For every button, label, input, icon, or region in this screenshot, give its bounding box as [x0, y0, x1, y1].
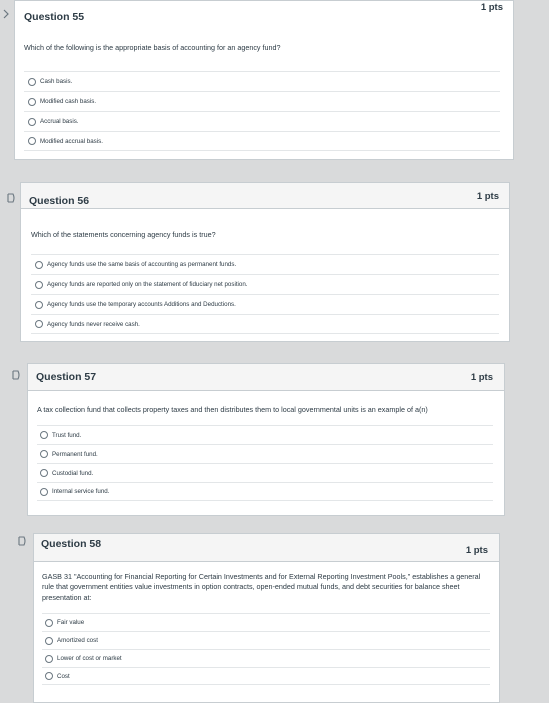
answer-label: Custodial fund.: [52, 469, 94, 477]
radio-button[interactable]: [28, 98, 36, 106]
answer-label: Agency funds use the temporary accounts Additions and Deductions.: [47, 301, 236, 308]
radio-button[interactable]: [45, 619, 53, 627]
answer-list: [31, 254, 499, 334]
answer-label: Modified cash basis.: [40, 98, 97, 105]
question-title: Question 55: [24, 11, 85, 23]
question-header: [28, 364, 504, 391]
radio-button[interactable]: [40, 469, 48, 477]
radio-button[interactable]: [35, 301, 43, 309]
answer-list: [24, 71, 500, 151]
flag-question-icon[interactable]: [2, 9, 12, 19]
flag-question-icon[interactable]: [17, 536, 27, 546]
question-points: 1 pts: [465, 545, 488, 556]
radio-button[interactable]: [28, 137, 36, 145]
answer-option[interactable]: [24, 91, 500, 111]
answer-label: Fair value: [57, 619, 85, 626]
answer-option[interactable]: [42, 631, 490, 649]
radio-button[interactable]: [35, 261, 43, 269]
answer-label: Trust fund.: [52, 431, 82, 439]
answer-option[interactable]: [42, 649, 490, 667]
answer-option[interactable]: [42, 667, 490, 685]
question-points: 1 pts: [476, 191, 499, 202]
answer-option[interactable]: [31, 254, 499, 274]
flag-question-icon[interactable]: [11, 370, 21, 380]
answer-option[interactable]: [37, 425, 493, 444]
answer-list: [37, 425, 493, 501]
answer-option[interactable]: [24, 71, 500, 91]
question-card-56: [20, 182, 510, 342]
answer-label: Internal service fund.: [52, 488, 110, 495]
question-header: [34, 534, 499, 562]
question-header: [15, 1, 513, 33]
question-title: Question 56: [29, 195, 90, 207]
radio-button[interactable]: [40, 431, 48, 439]
answer-list: [42, 613, 490, 685]
radio-button[interactable]: [45, 655, 53, 663]
answer-option[interactable]: [31, 274, 499, 294]
question-points: 1 pts: [480, 2, 503, 13]
answer-label: Lower of cost or market: [57, 655, 122, 662]
radio-button[interactable]: [45, 672, 53, 680]
question-text: A tax collection fund that collects property taxes and then distributes them to local governmental units is an example of a(n): [37, 405, 428, 414]
answer-label: Agency funds use the same basis of accounting as permanent funds.: [47, 261, 237, 268]
answer-label: Accrual basis.: [40, 118, 79, 125]
question-text: Which of the following is the appropriate basis of accounting for an agency fund?: [24, 43, 281, 52]
radio-button[interactable]: [28, 118, 36, 126]
radio-button[interactable]: [35, 320, 43, 328]
answer-option[interactable]: [37, 444, 493, 463]
answer-option[interactable]: [24, 111, 500, 131]
question-card-57: [27, 363, 505, 516]
question-text: Which of the statements concerning agency funds is true?: [31, 230, 216, 239]
answer-option[interactable]: [31, 294, 499, 314]
question-header: [21, 183, 509, 209]
question-card-58: [33, 533, 500, 703]
radio-button[interactable]: [35, 281, 43, 289]
radio-button[interactable]: [40, 488, 48, 496]
question-title: Question 58: [41, 538, 102, 550]
radio-button[interactable]: [40, 450, 48, 458]
answer-option[interactable]: [24, 131, 500, 151]
answer-label: Cash basis.: [40, 78, 73, 85]
answer-option[interactable]: [42, 613, 490, 631]
question-title: Question 57: [36, 371, 97, 383]
answer-label: Permanent fund.: [52, 450, 98, 458]
radio-button[interactable]: [28, 78, 36, 86]
answer-option[interactable]: [31, 314, 499, 334]
question-card-55: [14, 0, 514, 160]
answer-label: Cost: [57, 672, 70, 680]
flag-question-icon[interactable]: [6, 193, 16, 203]
question-points: 1 pts: [470, 372, 493, 383]
answer-option[interactable]: [37, 463, 493, 482]
answer-label: Agency funds never receive cash.: [47, 320, 140, 328]
answer-label: Modified accrual basis.: [40, 137, 103, 145]
answer-label: Amortized cost: [57, 637, 98, 644]
question-text: GASB 31 "Accounting for Financial Reporting for Certain Investments and for External Reporting Investment Pools," establishes a general rule that government entities value investments in option contracts, open-ended mutual funds, and debt securities for balance sheet presentation at:: [42, 572, 481, 602]
answer-label: Agency funds are reported only on the statement of fiduciary net position.: [47, 281, 248, 288]
answer-option[interactable]: [37, 482, 493, 501]
radio-button[interactable]: [45, 637, 53, 645]
